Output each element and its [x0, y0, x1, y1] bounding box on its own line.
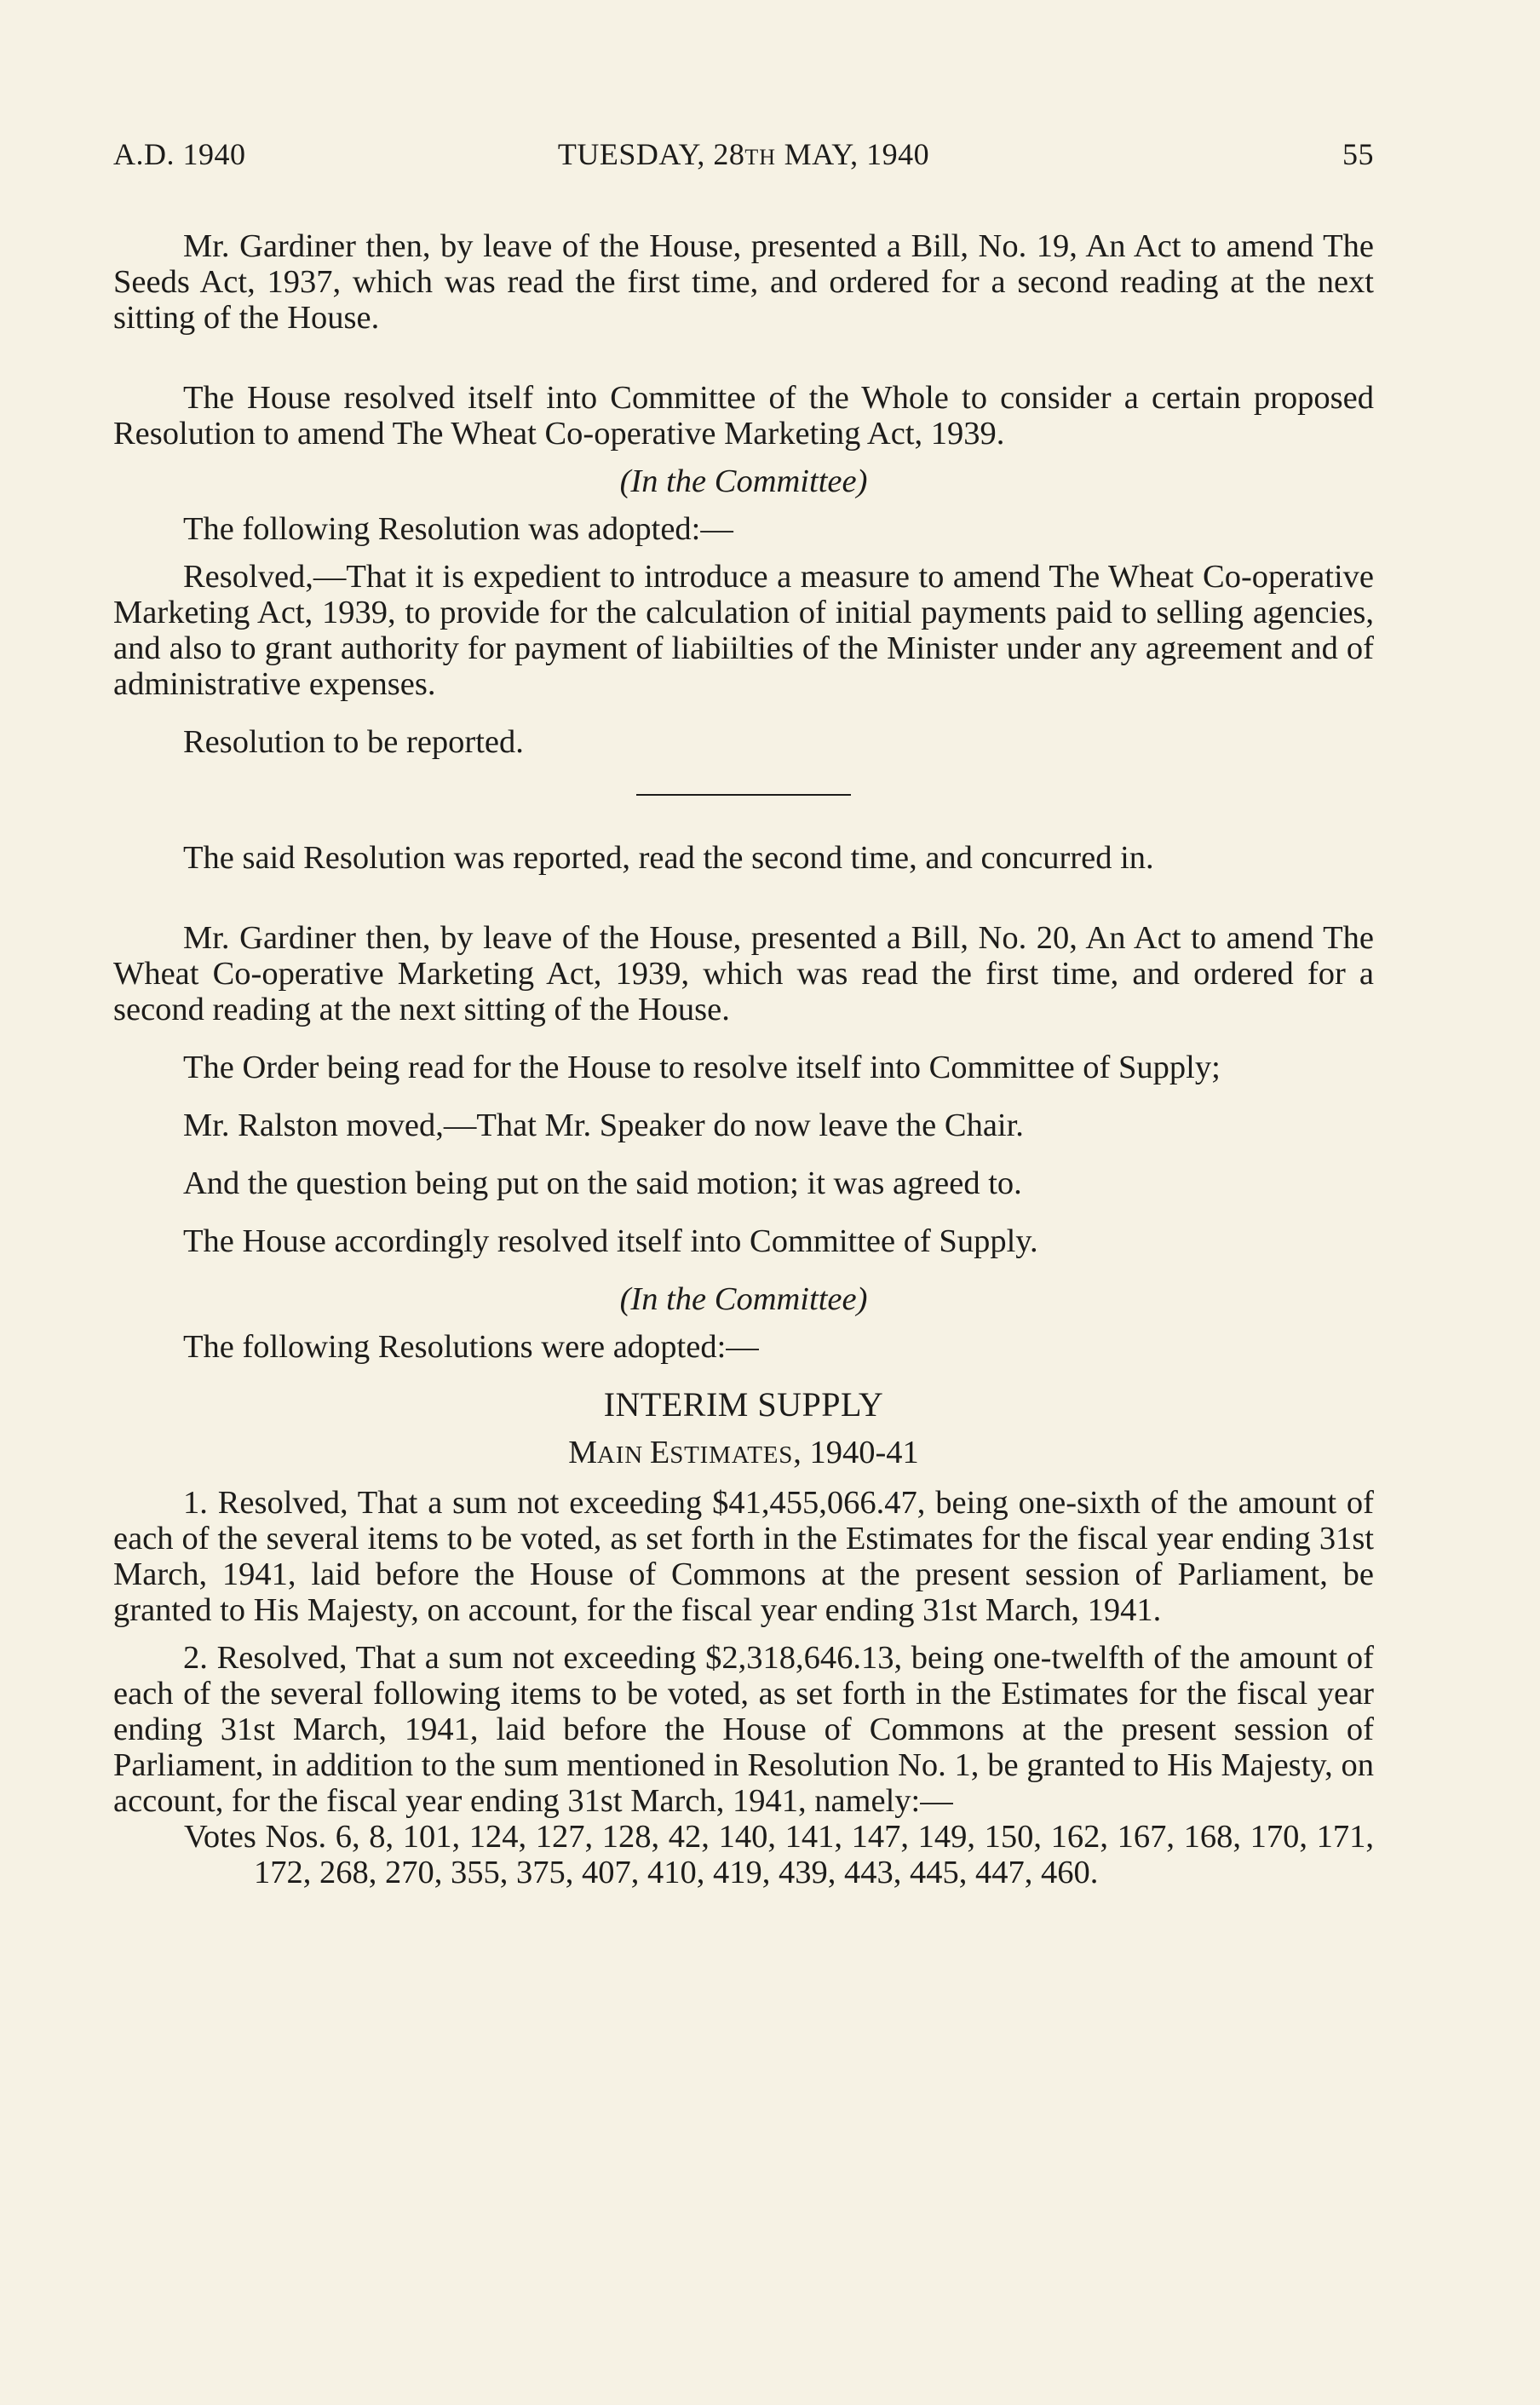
paragraph-seeds-bill: Mr. Gardiner then, by leave of the House, presented a Bill, No. 19, An Act to amend The Seeds Act, 1937, which was read the first time, and ordered for a second reading at the next sitting of the House. — [113, 228, 1374, 336]
resolution-2: 2. Resolved, That a sum not exceeding $2,318,646.13, being one-twelfth of the amount of each of the several following items to be voted, as set forth in the Estimates for the fiscal year ending 31st March, 1941, laid before the House of Commons at the present session of Parliament, in addition to the sum mentioned in Resolution No. 1, be granted to His Majesty, on account, for the fiscal year ending 31st March, 1941, namely:— — [113, 1640, 1374, 1819]
in-committee-heading-1: (In the Committee) — [619, 463, 868, 499]
main-estimates-subheading — [113, 1435, 1374, 1473]
paragraph-following-resolution: The following Resolution was adopted:— — [183, 511, 733, 547]
paragraph-committee-resolve: The House resolved itself into Committee of the Whole to consider a certain proposed Resolution to amend The Wheat Co-operative Marketing Act, 1939. — [113, 380, 1374, 452]
subheading-cap-m: M — [568, 1435, 597, 1470]
paragraph-following-resolutions: The following Resolutions were adopted:— — [183, 1329, 759, 1365]
paragraph-order-read: The Order being read for the House to resolve itself into Committee of Supply; — [183, 1050, 1221, 1085]
header-date-rest: MAY, 1940 — [776, 137, 930, 171]
subheading-year: , 1940-41 — [793, 1435, 919, 1470]
paragraph-resolved: Resolved,—That it is expedient to introduce a measure to amend The Wheat Co-operative Marketing Act, 1939, to provide for the calculation of initial payments paid to selling agencies, and also to grant authority for payment of liabiilties of the Minister under any agreement and of administrative expenses. — [113, 559, 1374, 702]
header-year: A.D. 1940 — [113, 137, 246, 171]
subheading-cap-e: E — [650, 1435, 670, 1470]
header-date-prefix: TUESDAY, 28 — [557, 137, 745, 171]
subheading-stimates: STIMATES — [669, 1441, 794, 1469]
header-date — [113, 136, 1374, 172]
section-divider — [636, 794, 851, 796]
page-header — [113, 136, 1374, 179]
interim-supply-heading: INTERIM SUPPLY — [603, 1385, 884, 1424]
paragraph-reported: The said Resolution was reported, read the second time, and concurred in. — [183, 840, 1154, 876]
header-date-ordinal: TH — [744, 145, 777, 170]
resolution-1: 1. Resolved, That a sum not exceeding $41,455,066.47, being one-sixth of the amount of each of the several items to be voted, as set forth in the Estimates for the fiscal year ending 31st March, 1941, laid before the House of Commons at the present session of Parliament, be granted to His Majesty, on account, for the fiscal year ending 31st March, 1941. — [113, 1485, 1374, 1628]
in-committee-heading-2: (In the Committee) — [619, 1281, 868, 1317]
subheading-ain: AIN — [597, 1441, 650, 1469]
page-body — [113, 228, 1374, 1890]
page-number: 55 — [1342, 137, 1374, 171]
paragraph-wheat-bill: Mr. Gardiner then, by leave of the House, presented a Bill, No. 20, An Act to amend The Wheat Co-operative Marketing Act, 1939, which was read the first time, and ordered for a second reading at the next sitting of the House. — [113, 920, 1374, 1027]
paragraph-accordingly: The House accordingly resolved itself into Committee of Supply. — [183, 1223, 1038, 1259]
votes-list: Votes Nos. 6, 8, 101, 124, 127, 128, 42, 140, 141, 147, 149, 150, 162, 167, 168, 170, 171, 172, 268, 270, 355, 375, 407, 410, 419, 439, 443, 445, 447, 460. — [184, 1819, 1374, 1890]
journal-page — [113, 0, 1374, 2405]
paragraph-question-put: And the question being put on the said motion; it was agreed to. — [183, 1165, 1022, 1201]
paragraph-to-be-reported: Resolution to be reported. — [183, 724, 524, 760]
paragraph-ralston-motion: Mr. Ralston moved,—That Mr. Speaker do now leave the Chair. — [183, 1108, 1024, 1143]
